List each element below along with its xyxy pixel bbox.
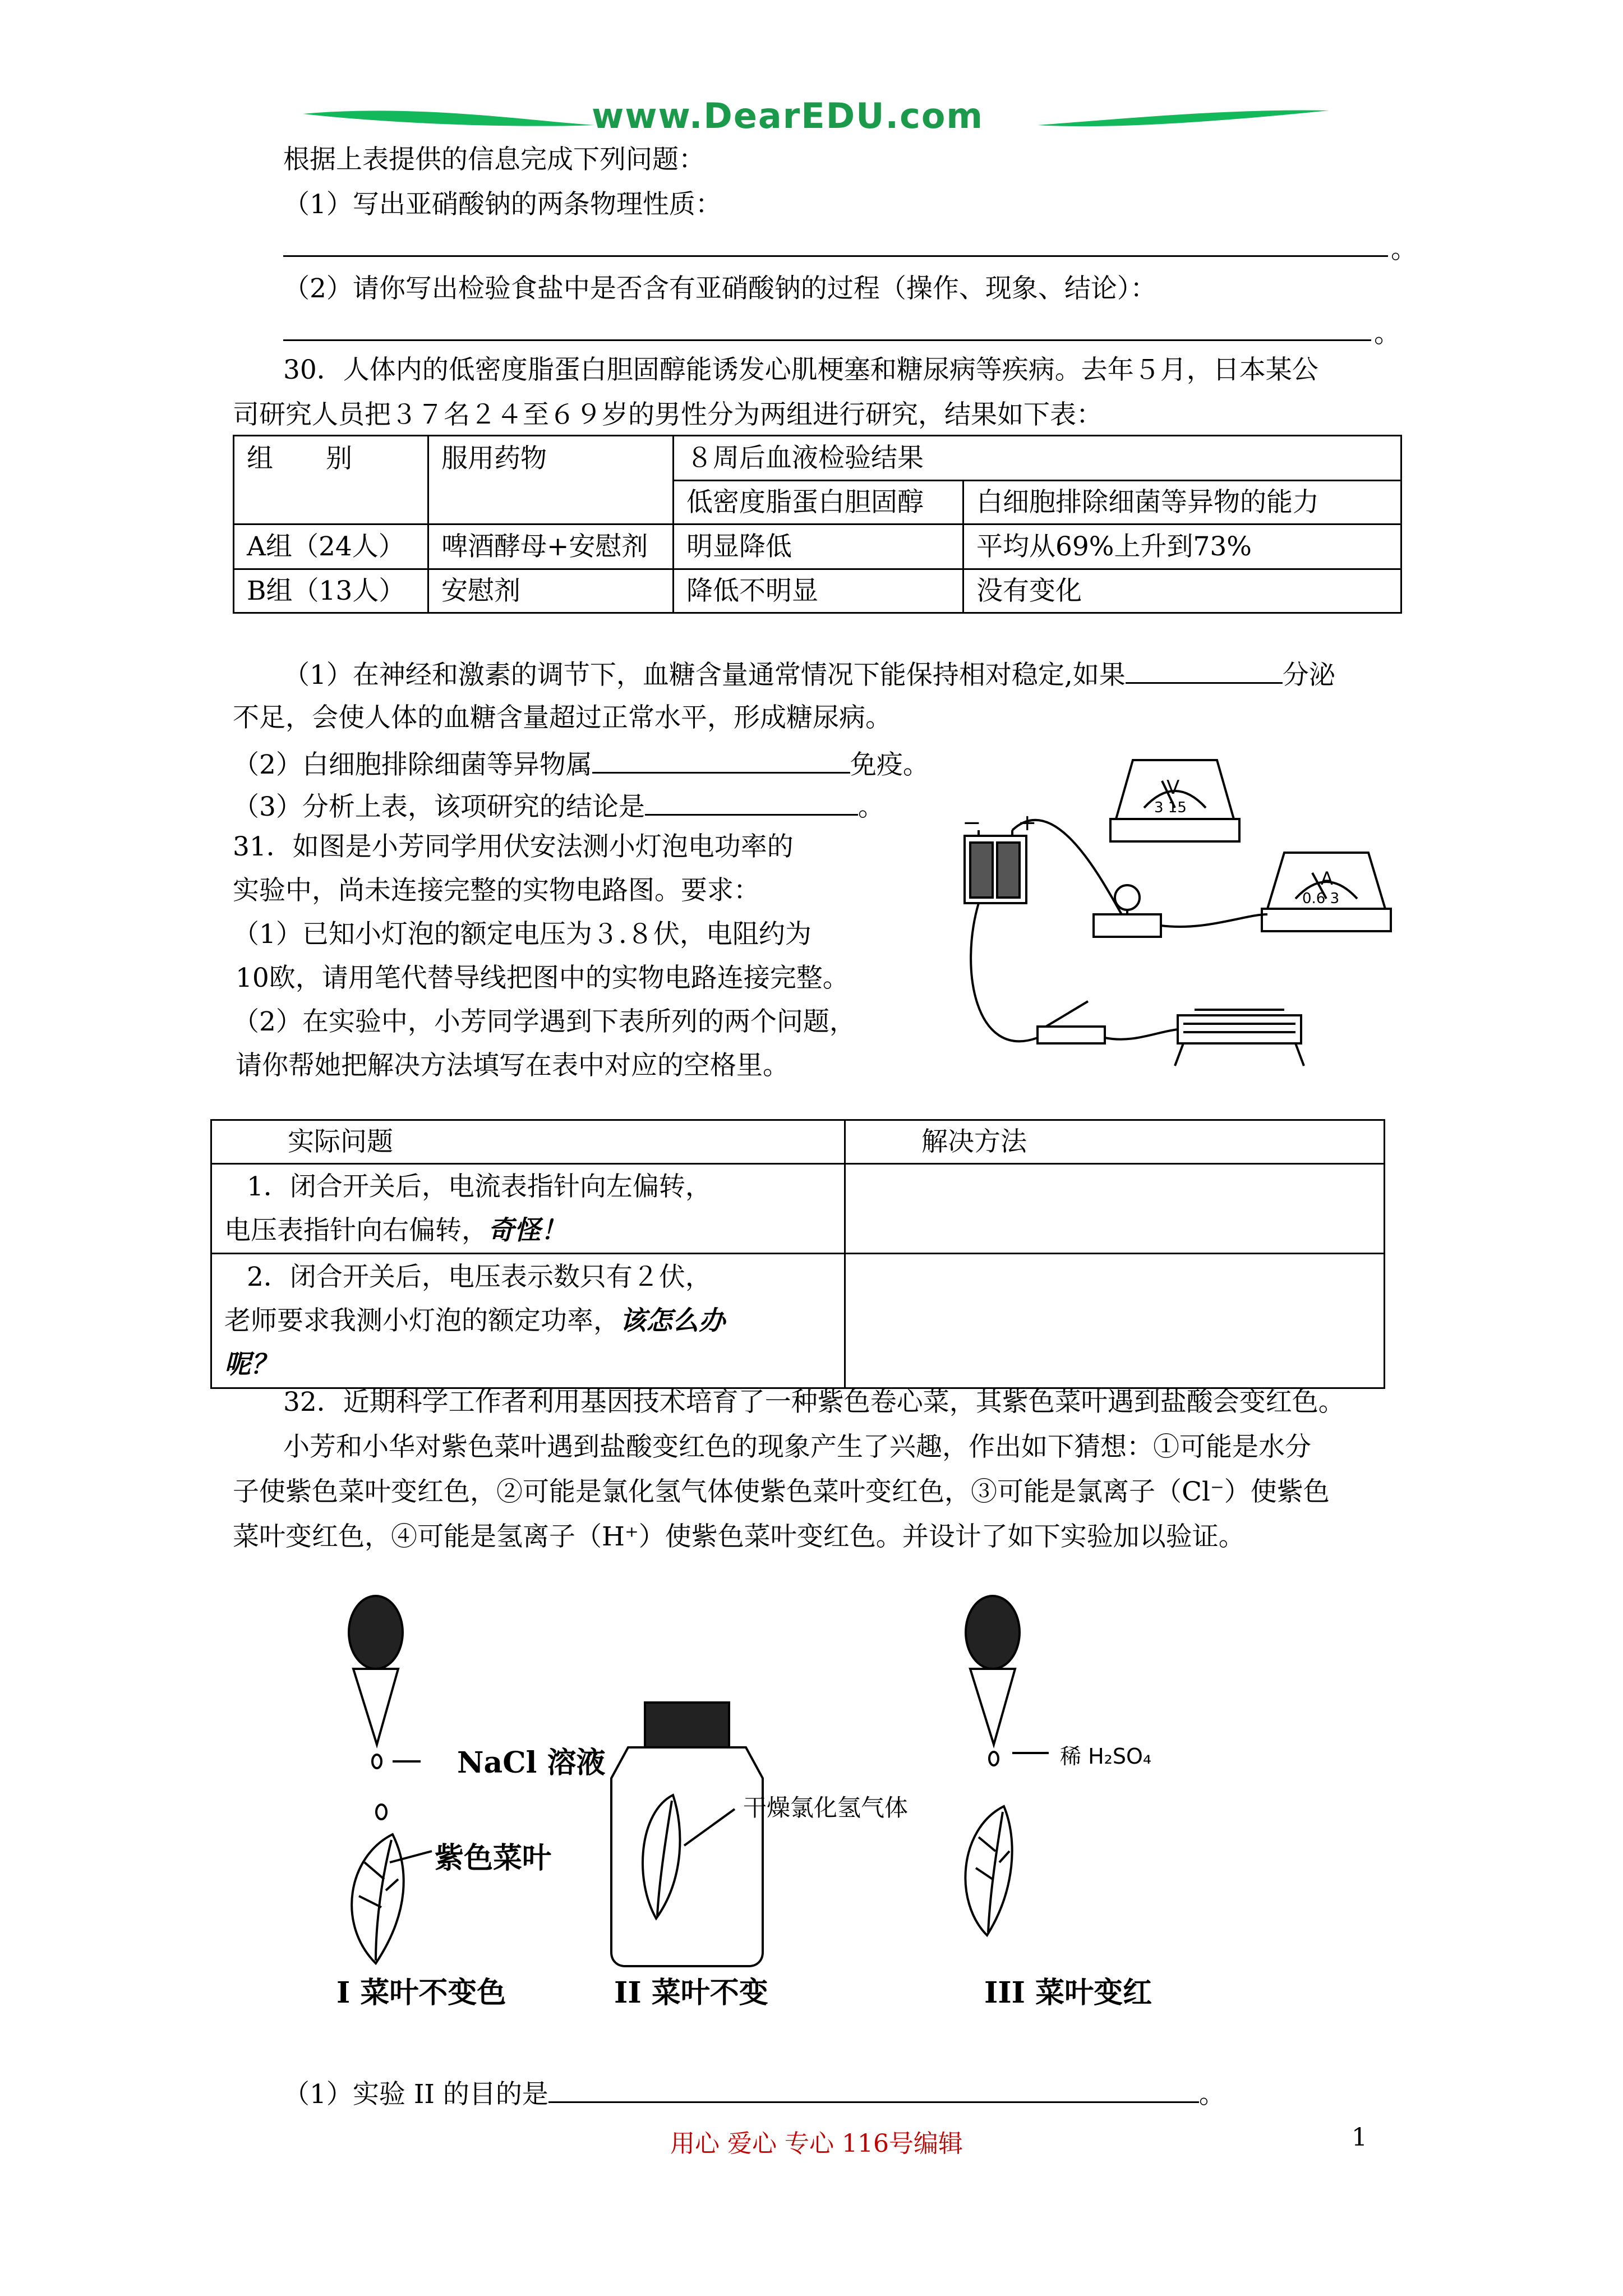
q32-p1-text: （1）实验 II 的目的是 (283, 2079, 548, 2110)
label-nacl: NaCl 溶液 (457, 1746, 606, 1780)
q31-solution-1[interactable] (845, 1164, 1385, 1254)
q32-line1: 32．近期科学工作者利用基因技术培育了一种紫色卷心菜，其紫色菜叶遇到盐酸会变红色。 (283, 1387, 1345, 1418)
q31-problem-2-em1: 该怎么办 (620, 1305, 725, 1336)
circuit-diagram-icon (953, 746, 1396, 1083)
voltmeter-letter: V (1166, 776, 1180, 799)
q31-solution-2[interactable] (845, 1254, 1385, 1388)
q32-line4: 菜叶变红色，④可能是氢离子（H⁺）使紫色菜叶变红色。并设计了如下实验加以验证。 (233, 1521, 1245, 1552)
q30-p3-text-a: （3）分析上表，该项研究的结论是 (233, 792, 645, 822)
q31-problem-1-b: 电压表指针向右偏转， (224, 1214, 488, 1246)
q30-p3-text-b: 。 (857, 792, 884, 822)
intro-text: 根据上表提供的信息完成下列问题： (283, 144, 705, 175)
q31-problem-2-a: 2．闭合开关后，电压表示数只有２伏， (247, 1261, 712, 1292)
caption-experiment-2: II 菜叶不变 (614, 1976, 768, 2010)
label-gas: 干燥氯化氢气体 (743, 1794, 909, 1821)
q29-answer-line-2[interactable] (283, 339, 1371, 341)
site-name: www.DearEDU.com (592, 95, 984, 136)
q30-cell-wbc: 平均从69%上升到73% (963, 524, 1401, 569)
q30-p1-text-b: 分泌 (1282, 660, 1335, 691)
q29-period-2: 。 (1374, 318, 1400, 349)
ammeter-scale: 0.6 3 (1302, 890, 1340, 907)
q31-problem-2-em2: 呢？ (224, 1349, 277, 1380)
q30-header-wbc: 白细胞排除细菌等异物的能力 (963, 481, 1401, 524)
q29-period-1: 。 (1391, 234, 1417, 265)
q32-line3: 子使紫色菜叶变红色，②可能是氯化氢气体使紫色菜叶变红色，③可能是氯离子（Cl⁻）使紫色 (233, 1476, 1330, 1507)
q30-header-ldl: 低密度脂蛋白胆固醇 (674, 481, 963, 524)
q31-problem-2-b: 老师要求我测小灯泡的额定功率， (224, 1305, 620, 1336)
q31-problem-1-em: 奇怪！ (488, 1214, 567, 1246)
q30-p2 (233, 746, 929, 782)
q31-problem-1 (211, 1164, 845, 1254)
circuit-figure (953, 746, 1396, 1083)
q30-cell-drug: 安慰剂 (428, 569, 674, 613)
q31-line3: （1）已知小灯泡的额定电压为３.８伏，电阻约为 (233, 919, 811, 950)
q30-p1 (283, 656, 1335, 692)
q30-cell-ldl: 降低不明显 (674, 569, 963, 613)
q31-line6: 请你帮她把解决方法填写在表中对应的空格里。 (236, 1050, 789, 1081)
q31-table (210, 1119, 1385, 1389)
voltmeter-scale: 3 15 (1154, 799, 1187, 816)
table-row (211, 1164, 1385, 1254)
q30-p1-cont: 不足，会使人体的血糖含量超过正常水平，形成糖尿病。 (233, 702, 892, 733)
q30-cell-group: A组（24人） (234, 524, 428, 569)
table-row (234, 569, 1401, 613)
table-row (234, 524, 1401, 569)
q30-header-drug: 服用药物 (428, 436, 674, 524)
q31-problem-2 (211, 1254, 845, 1388)
q30-p2-blank[interactable] (592, 746, 850, 774)
q32-p1-end: 。 (1198, 2079, 1225, 2110)
caption-experiment-3: III 菜叶变红 (984, 1976, 1152, 2010)
battery-plus-icon: + (1018, 810, 1037, 836)
q30-p3 (233, 788, 884, 824)
q32-line2: 小芳和小华对紫色菜叶遇到盐酸变红色的现象产生了兴趣，作出如下猜想：①可能是水分 (283, 1432, 1311, 1462)
q30-p1-text-a: （1）在神经和激素的调节下，血糖含量通常情况下能保持相对稳定,如果 (283, 660, 1126, 691)
q29-part2: （2）请你写出检验食盐中是否含有亚硝酸钠的过程（操作、现象、结论）： (283, 273, 1157, 304)
q31-header-solution: 解决方法 (845, 1120, 1385, 1164)
caption-experiment-1: I 菜叶不变色 (336, 1976, 506, 2010)
footer-text: 用心 爱心 专心 116号编辑 (670, 2129, 963, 2158)
q31-line4: 10欧，请用笔代替导线把图中的实物电路连接完整。 (236, 963, 849, 993)
q30-cell-ldl: 明显降低 (674, 524, 963, 569)
table-row (211, 1254, 1385, 1388)
q31-header-problem: 实际问题 (211, 1120, 845, 1164)
page-number: 1 (1352, 2123, 1367, 2152)
battery-minus-icon: − (962, 810, 981, 836)
q30-p3-blank[interactable] (645, 788, 858, 816)
q32-p1 (283, 2076, 1225, 2111)
label-acid: 稀 H₂SO₄ (1060, 1744, 1152, 1769)
q30-cell-wbc: 没有变化 (963, 569, 1401, 613)
q29-answer-line-1[interactable] (283, 255, 1388, 257)
q31-line1: 31．如图是小芳同学用伏安法测小灯泡电功率的 (233, 831, 794, 862)
q30-table (233, 435, 1402, 614)
q30-header-result: ８周后血液检验结果 (674, 436, 1401, 481)
q30-p2-text-a: （2）白细胞排除细菌等异物属 (233, 749, 592, 780)
q30-header-group: 组 别 (234, 436, 428, 524)
q30-p2-text-b: 免疫。 (850, 749, 929, 780)
q30-cell-group: B组（13人） (234, 569, 428, 613)
q30-line2: 司研究人员把３７名２４至６９岁的男性分为两组进行研究，结果如下表： (233, 399, 1103, 430)
q30-cell-drug: 啤酒酵母+安慰剂 (428, 524, 674, 569)
q29-part1: （1）写出亚硝酸钠的两条物理性质： (283, 189, 722, 220)
q30-line1: 30．人体内的低密度脂蛋白胆固醇能诱发心肌梗塞和糖尿病等疾病。去年５月，日本某公 (283, 355, 1318, 385)
q31-problem-1-a: 1．闭合开关后，电流表指针向左偏转， (247, 1171, 712, 1202)
q31-line2: 实验中，尚未连接完整的实物电路图。要求： (233, 875, 760, 906)
label-leaf: 紫色菜叶 (435, 1841, 552, 1875)
q30-p1-blank[interactable] (1126, 656, 1283, 684)
ammeter-letter: A (1321, 868, 1333, 889)
q32-p1-blank[interactable] (548, 2076, 1199, 2103)
q31-line5: （2）在实验中，小芳同学遇到下表所列的两个问题， (233, 1006, 856, 1037)
